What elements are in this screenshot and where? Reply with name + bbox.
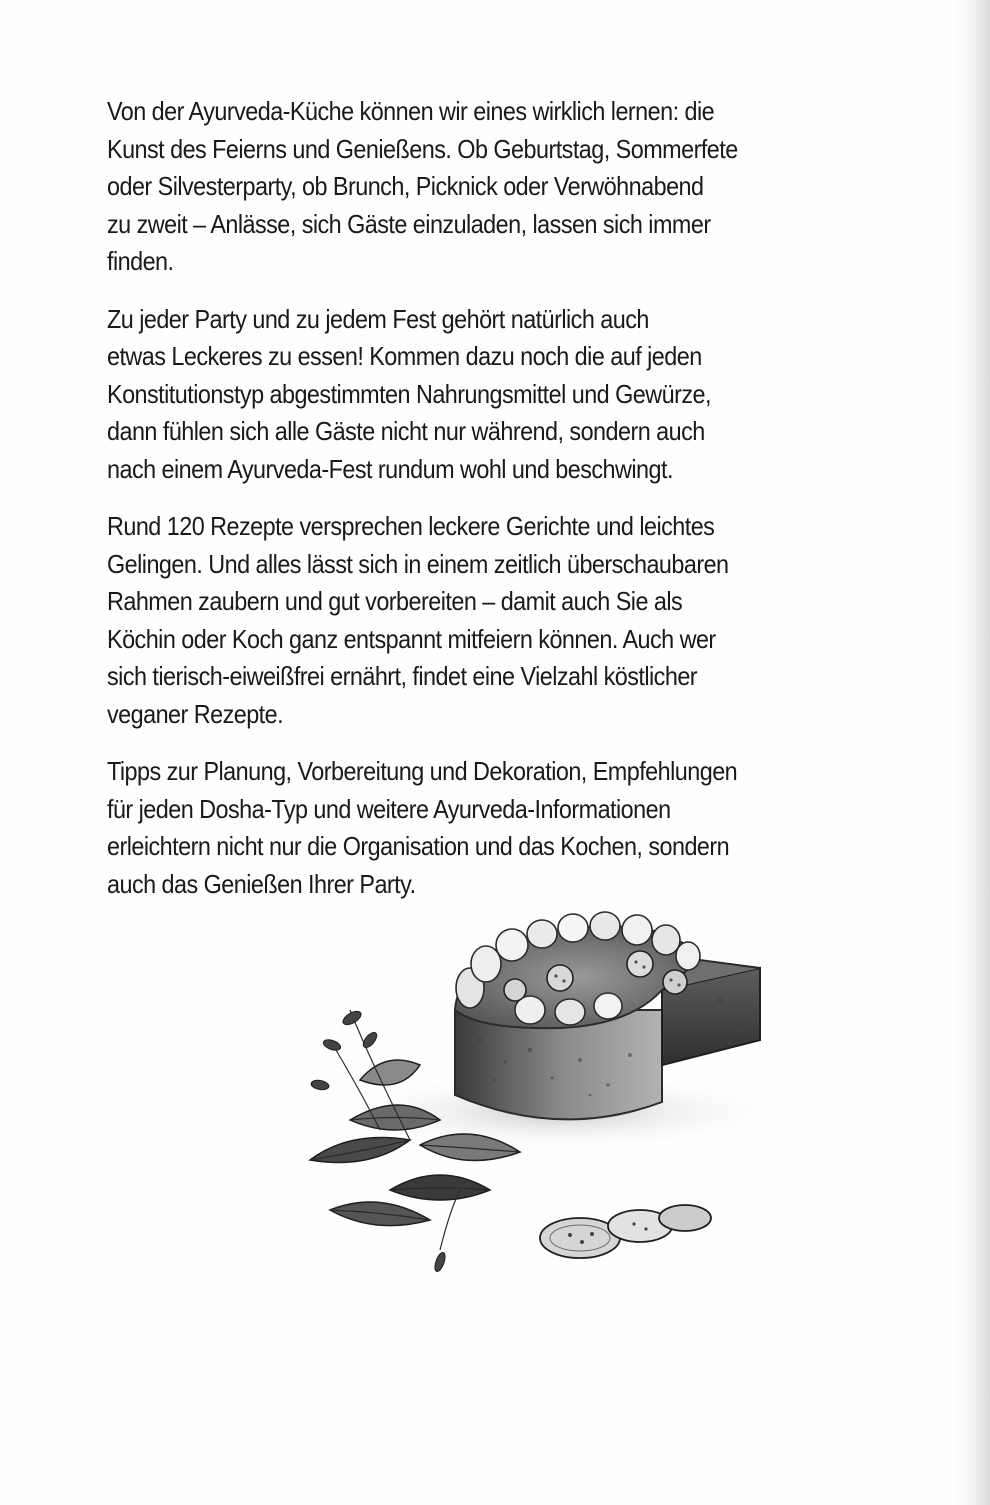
text-line: veganer Rezepte. xyxy=(107,698,284,729)
paragraph-1 xyxy=(107,93,797,281)
text-line: Tipps zur Planung, Vorbereitung und Dekoration, Empfehlungen xyxy=(107,756,738,786)
paragraph-4 xyxy=(107,753,797,903)
text-line: Konstitutionstyp abgestimmten Nahrungsmittel und Gewürze, xyxy=(107,378,711,409)
text-line: finden. xyxy=(107,246,174,276)
text-line: zu zweit – Anlässe, sich Gäste einzuladen, lassen sich immer xyxy=(107,208,711,239)
text-line: nach einem Ayurveda-Fest rundum wohl und beschwingt. xyxy=(107,453,673,484)
text-line: oder Silvesterparty, ob Brunch, Picknick oder Verwöhnabend xyxy=(107,171,704,201)
text-line: Kunst des Feierns und Genießens. Ob Geburtstag, Sommerfete xyxy=(107,133,738,164)
text-line: Rahmen zaubern und gut vorbereiten – damit auch Sie als xyxy=(107,586,683,616)
text-line: dann fühlen sich alle Gäste nicht nur während, sondern auch xyxy=(107,416,705,446)
text-line: Zu jeder Party und zu jedem Fest gehört natürlich auch xyxy=(107,303,649,334)
text-line: sich tierisch-eiweißfrei ernährt, findet eine Vielzahl köstlicher xyxy=(107,661,698,691)
text-line: Rund 120 Rezepte versprechen leckere Gerichte und leichtes xyxy=(107,511,715,541)
cake-illustration-icon xyxy=(290,890,790,1330)
paragraph-2 xyxy=(107,301,797,489)
text-line: erleichtern nicht nur die Organisation und das Kochen, sondern xyxy=(107,831,730,861)
text-line: Gelingen. Und alles lässt sich in einem zeitlich überschaubaren xyxy=(107,548,729,579)
text-line: Von der Ayurveda-Küche können wir eines wirklich lernen: die xyxy=(107,96,715,126)
text-line: für jeden Dosha-Typ und weitere Ayurveda-Informationen xyxy=(107,793,671,824)
text-line: Köchin oder Koch ganz entspannt mitfeiern können. Auch wer xyxy=(107,623,716,654)
spine-shadow xyxy=(956,0,990,1505)
text-line: auch das Genießen Ihrer Party. xyxy=(107,868,416,899)
blurb-text xyxy=(107,93,797,923)
paragraph-3 xyxy=(107,508,797,733)
text-line: etwas Leckeres zu essen! Kommen dazu noch die auf jeden xyxy=(107,341,702,371)
